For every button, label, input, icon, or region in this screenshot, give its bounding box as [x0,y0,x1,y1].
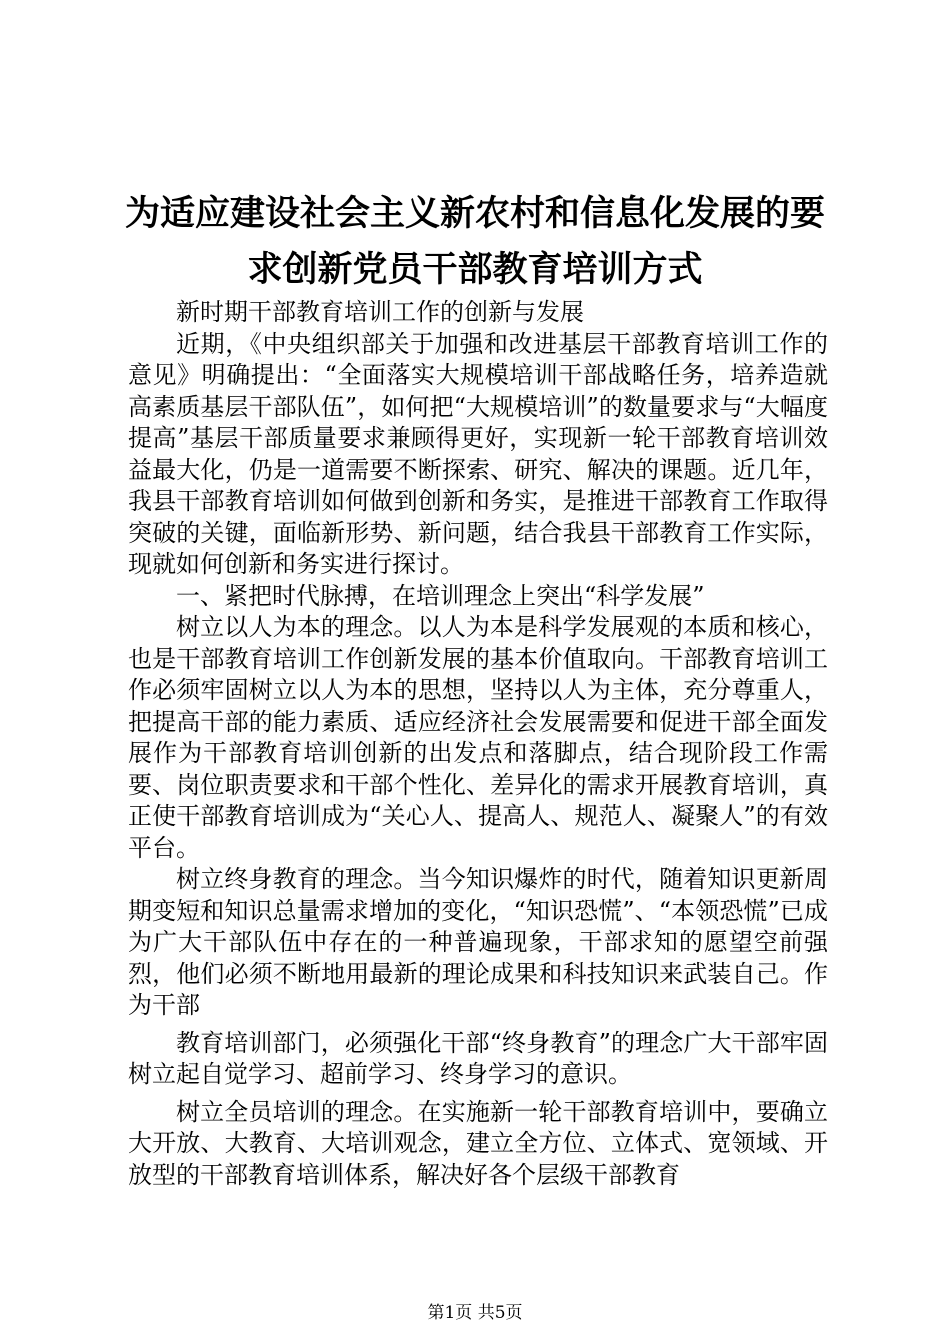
body-paragraph: 近期，《中央组织部关于加强和改进基层干部教育培训工作的意见》明确提出：“全面落实大规模培训干部战略任务，培养造就高素质基层干部队伍”，如何把“大规模培训”的数量要求与“大幅度提高”基层干部质量要求兼顾得更好，实现新一轮干部教育培训效益最大化，仍是一道需要不断探索、研究、解决的课题。近几年，我县干部教育培训如何做到创新和务实，是推进干部教育工作取得突破的关键，面临新形势、新问题，结合我县干部教育工作实际，现就如何创新和务实进行探讨。 [128,329,828,578]
title-line-1: 为适应建设社会主义新农村和信息化发展的要 [124,194,825,234]
title-line-2: 求创新党员干部教育培训方式 [247,250,703,290]
document-title [110,186,840,298]
body-paragraph: 树立终身教育的理念。当今知识爆炸的时代，随着知识更新周期变短和知识总量需求增加的变化，“知识恐慌”、“本领恐慌”已成为广大干部队伍中存在的一种普遍现象，干部求知的愿望空前强烈，他们必须不断地用最新的理论成果和科技知识来武装自己。作为干部 [128,865,828,1019]
body-paragraph: 树立全员培训的理念。在实施新一轮干部教育培训中，要确立大开放、大教育、大培训观念，建立全方位、立体式、宽领域、开放型的干部教育培训体系，解决好各个层级干部教育 [128,1097,828,1189]
body-paragraph: 树立以人为本的理念。以人为本是科学发展观的本质和核心，也是干部教育培训工作创新发展的基本价值取向。干部教育培训工作必须牢固树立以人为本的思想，坚持以人为主体，充分尊重人，把提高干部的能力素质、适应经济社会发展需要和促进干部全面发展作为干部教育培训创新的出发点和落脚点，结合现阶段工作需要、岗位职责要求和干部个性化、差异化的需求开展教育培训，真正使干部教育培训成为“关心人、提高人、规范人、凝聚人”的有效平台。 [128,613,828,862]
document-body [128,297,828,1191]
body-paragraph: 教育培训部门，必须强化干部“终身教育”的理念广大干部牢固树立起自觉学习、超前学习、终身学习的意识。 [128,1028,828,1088]
section-heading: 一、紧把时代脉搏，在培训理念上突出“科学发展” [176,581,705,610]
subtitle-paragraph: 新时期干部教育培训工作的创新与发展 [176,298,584,326]
page-footer: 第1页 共5页 [427,1303,523,1323]
